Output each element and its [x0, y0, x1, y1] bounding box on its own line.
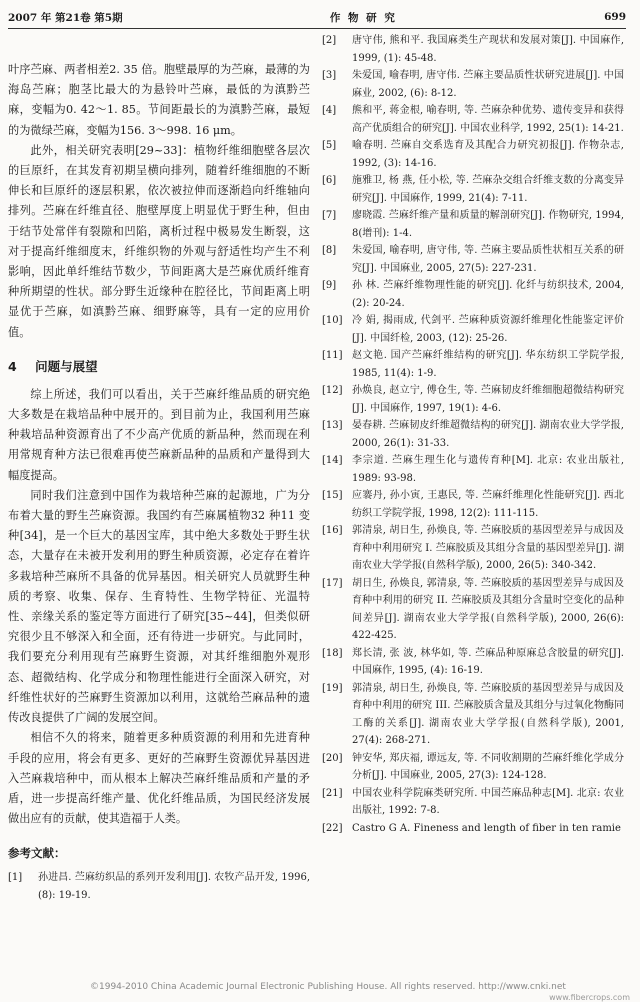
reference-text: 晏春耕. 苎麻韧皮纤维超微结构的研究[J]. 湖南农业大学学报, 2000, 26(1): 31-33. [352, 420, 624, 449]
reference-number: [4] [322, 105, 337, 116]
reference-number: [8] [322, 245, 337, 256]
reference-number: [12] [322, 385, 343, 396]
references-title: 参考文献： [8, 846, 66, 861]
reference-number: [14] [322, 455, 343, 466]
reference-number: [22] [322, 822, 343, 834]
reference-item [322, 312, 624, 347]
reference-item [322, 207, 624, 242]
reference-text: 朱爱国, 喻春明, 唐守伟, 等. 苎麻主要品质性状相互关系的研究[J]. 中国麻业, 2005, 27(5): 227-231. [352, 245, 624, 274]
reference-text: Castro G A. Fineness and length of fiber in ten ramie [352, 822, 621, 834]
paragraph-5: 相信不久的将来，随着更多种质资源的利用和先进育种手段的应用，将会有更多、更好的苎麻野生资源优异基因进入苎麻栽培种中，而从根本上解决苎麻纤维品质和产量的矛盾，进一步提高纤维产量、优化纤维品质，为国民经济发展做出应有的贡献，使其造福于人类。 [8, 731, 310, 826]
page-number: 699 [604, 11, 626, 23]
watermark: www.fibercrops.com [549, 993, 630, 1002]
reference-item [322, 452, 624, 487]
reference-item [8, 869, 310, 904]
reference-text: 喻春明. 苎麻自交系选育及其配合力研究初报[J]. 作物杂志, 1992, (3): 14-16. [352, 140, 624, 169]
reference-number: [9] [322, 280, 337, 291]
reference-number: [21] [322, 787, 343, 799]
reference-text: 郭清泉, 胡日生, 孙焕良, 等. 苎麻胶质的基因型差异与成因及育种中利用研究 I. 苎麻胶质及其组分含量的基因型差异[J]. 湖南农业大学学报(自然科学版), 2000, 26(5): 340-342. [352, 525, 624, 571]
paragraph-1: 叶序苎麻、两者相差2. 35 倍。胞壁最厚的为苎麻，最薄的为海岛苎麻；胞茎比最大的为悬铃叶苎麻，最低的为滇黔苎麻，变幅为0. 42～1. 85。节间距最长的为滇黔苎麻，最短的为微绿苎麻，变幅为156. 3～998. 16 μm。 [8, 63, 310, 137]
section-number: 4 [8, 358, 17, 374]
reference-text: 朱爱国, 喻春明, 唐守伟. 苎麻主要品质性状研究进展[J]. 中国麻业, 2002, (6): 8-12. [352, 70, 624, 99]
reference-number: [1] [8, 872, 23, 884]
reference-text: 熊和平, 蒋金根, 喻春明, 等. 苎麻杂种优势、遗传变异和获得高产优质组合的研究[J]. 中国农业科学, 1992, 25(1): 14-21. [352, 105, 624, 134]
reference-number: [7] [322, 210, 337, 221]
reference-number: [17] [322, 577, 343, 589]
reference-item [322, 522, 624, 575]
copyright-footer: ©1994-2010 China Academic Journal Electronic Publishing House. All rights reserved. http://www.cnki.net [90, 982, 566, 992]
reference-item [322, 172, 624, 207]
section-title: 问题与展望 [35, 358, 98, 374]
reference-text: 冷 娟, 揭雨成, 代剑平. 苎麻种质资源纤维理化性能鉴定评价[J]. 中国纤检, 2003, (12): 25-26. [352, 315, 624, 344]
reference-number: [2] [322, 35, 337, 46]
journal-issue: 2007 年 第21卷 第5期 [8, 11, 123, 24]
reference-number: [5] [322, 140, 337, 151]
reference-number: [20] [322, 752, 343, 764]
reference-number: [16] [322, 525, 343, 536]
reference-item [322, 680, 624, 750]
section-heading [8, 357, 310, 375]
reference-number: [18] [322, 647, 343, 659]
reference-text: 孙进昌. 苎麻纺织品的系列开发利用[J]. 农牧产品开发, 1996, (8): 19-19. [38, 872, 310, 901]
reference-text: 孙焕良, 赵立宁, 傅仓生, 等. 苎麻韧皮纤维细胞超微结构研究[J]. 中国麻作, 1997, 19(1): 4-6. [352, 385, 624, 414]
reference-number: [19] [322, 682, 343, 694]
reference-text: 赵文艳. 国产苎麻纤维结构的研究[J]. 华东纺织工学院学报, 1985, 11(4): 1-9. [352, 350, 624, 379]
reference-item [322, 277, 624, 312]
reference-text: 施雅卫, 杨 燕, 任小松, 等. 苎麻杂交组合纤维支数的分离变异研究[J]. 中国麻作, 1999, 21(4): 7-11. [352, 175, 624, 204]
reference-item [322, 137, 624, 172]
reference-number: [6] [322, 175, 337, 186]
paragraph-4: 同时我们注意到中国作为栽培种苎麻的起源地，广为分布着大量的野生苎麻资源。我国约有苎麻属植物32 种11 变种[34]，是一个巨大的基因宝库，其中绝大多数处于野生状态，大量存在未被开发利用的野生种质资源，必定存在着许多栽培种苎麻所不具备的优异基因。相关研究人员就野生种质的考察、收集、保存、生育特性、生物学特征、光温特性、亲缘关系的鉴定等方面进行了研究[35~44]，但类似研究很少且不够深入和全面，还有待进一步研究。与此同时，我们要充分利用现有苎麻野生资源，对其纤维细胞外观形态、超微结构、化学成分和物理性能进行全面深入研究，对纤维性状好的苎麻野生资源加以利用，这就给苎麻品种的遗传改良提供了广阔的发展空间。 [8, 488, 310, 725]
reference-text: 胡日生, 孙焕良, 郭清泉, 等. 苎麻胶质的基因型差异与成因及育种中利用的研究 II. 苎麻胶质及其组分含量时空变化的品种间差异[J]. 湖南农业大学学报(自然科学版), 2000, 26(6): 422-425. [352, 577, 624, 641]
reference-item [322, 242, 624, 277]
reference-item [322, 382, 624, 417]
reference-item [322, 750, 624, 785]
reference-item [322, 102, 624, 137]
reference-item [322, 67, 624, 102]
reference-text: 郑长清, 张 波, 林华如, 等. 苎麻品种原麻总含胶量的研究[J]. 中国麻作, 1995, (4): 16-19. [352, 647, 624, 676]
reference-number: [3] [322, 70, 337, 81]
left-column [8, 60, 310, 904]
reference-item [322, 645, 624, 680]
running-header [8, 6, 626, 29]
reference-item [322, 785, 624, 820]
reference-text: 应褰丹, 孙小寅, 王惠民, 等. 苎麻纤维理化性能研究[J]. 西北纺织工学院学报, 1998, 12(2): 111-115. [352, 490, 624, 519]
paragraph-3: 综上所述，我们可以看出，关于苎麻纤维品质的研究绝大多数是在栽培品种中展开的。到目前为止，我国利用苎麻种栽培品种资源育出了不少高产优质的新品种，然而现在利用常规育种方法已很难再使苎麻新品种的品质和产量得到大幅度提高。 [8, 387, 310, 482]
reference-item [322, 820, 624, 838]
reference-item [322, 575, 624, 645]
reference-item [322, 32, 624, 67]
reference-text: 唐守伟, 熊和平. 我国麻类生产现状和发展对策[J]. 中国麻作, 1999, (1): 45-48. [352, 35, 624, 64]
reference-item [322, 487, 624, 522]
reference-number: [15] [322, 490, 343, 501]
reference-text: 钟安华, 郑庆福, 谭远友, 等. 不同收割期的苎麻纤维化学成分分析[J]. 中国麻业, 2005, 27(3): 124-128. [352, 752, 624, 781]
reference-number: [11] [322, 350, 343, 361]
reference-number: [10] [322, 315, 343, 326]
reference-text: 郭清泉, 胡日生, 孙焕良, 等. 苎麻胶质的基因型差异与成因及育种中利用的研究 III. 苎麻胶质含量及其组分与过氧化物酶同工酶的关系[J]. 湖南农业大学学报(自然科学版), 2001, 27(4): 268-271. [352, 682, 624, 746]
paragraph-2: 此外，相关研究表明[29~33]：植物纤维细胞壁各层次的巨原纤，在其发育初期呈横向排列，随着纤维细胞的不断伸长和巨原纤的逐层积累，依次被拉伸而逐渐趋向纤维轴向排列。苎麻在纤维直径、胞壁厚度上明显优于野生种，但由于结节处常伴有裂隙和凹陷，离析过程中极易发生断裂，这对于提高纤维细度末，纤维织物的外观与舒适性均产生不利影响，因此单纤维结节数少，节间距离大是苎麻优质纤维育种所期望的性状。部分野生近缘种在腔径比，节间距离上明显优于苎麻，如滇黔苎麻、细野麻等，具有一定的应用价值。 [8, 143, 310, 339]
reference-list [322, 32, 624, 837]
reference-item [322, 417, 624, 452]
reference-item [322, 347, 624, 382]
reference-text: 中国农业科学院麻类研究所. 中国苎麻品种志[M]. 北京: 农业出版社, 1992: 7-8. [352, 787, 624, 816]
reference-text: 廖晓霞. 苎麻纤维产量和质量的解剖研究[J]. 作物研究, 1994, 8(增刊): 1-4. [352, 210, 624, 239]
reference-text: 孙 林. 苎麻纤维物理性能的研究[J]. 化纤与纺织技术, 2004, (2): 20-24. [352, 280, 624, 309]
reference-number: [13] [322, 420, 343, 431]
journal-name: 作 物 研 究 [329, 11, 397, 24]
reference-text: 李宗道. 苎麻生理生化与遗传育种[M]. 北京: 农业出版社, 1989: 93-98. [352, 455, 624, 484]
